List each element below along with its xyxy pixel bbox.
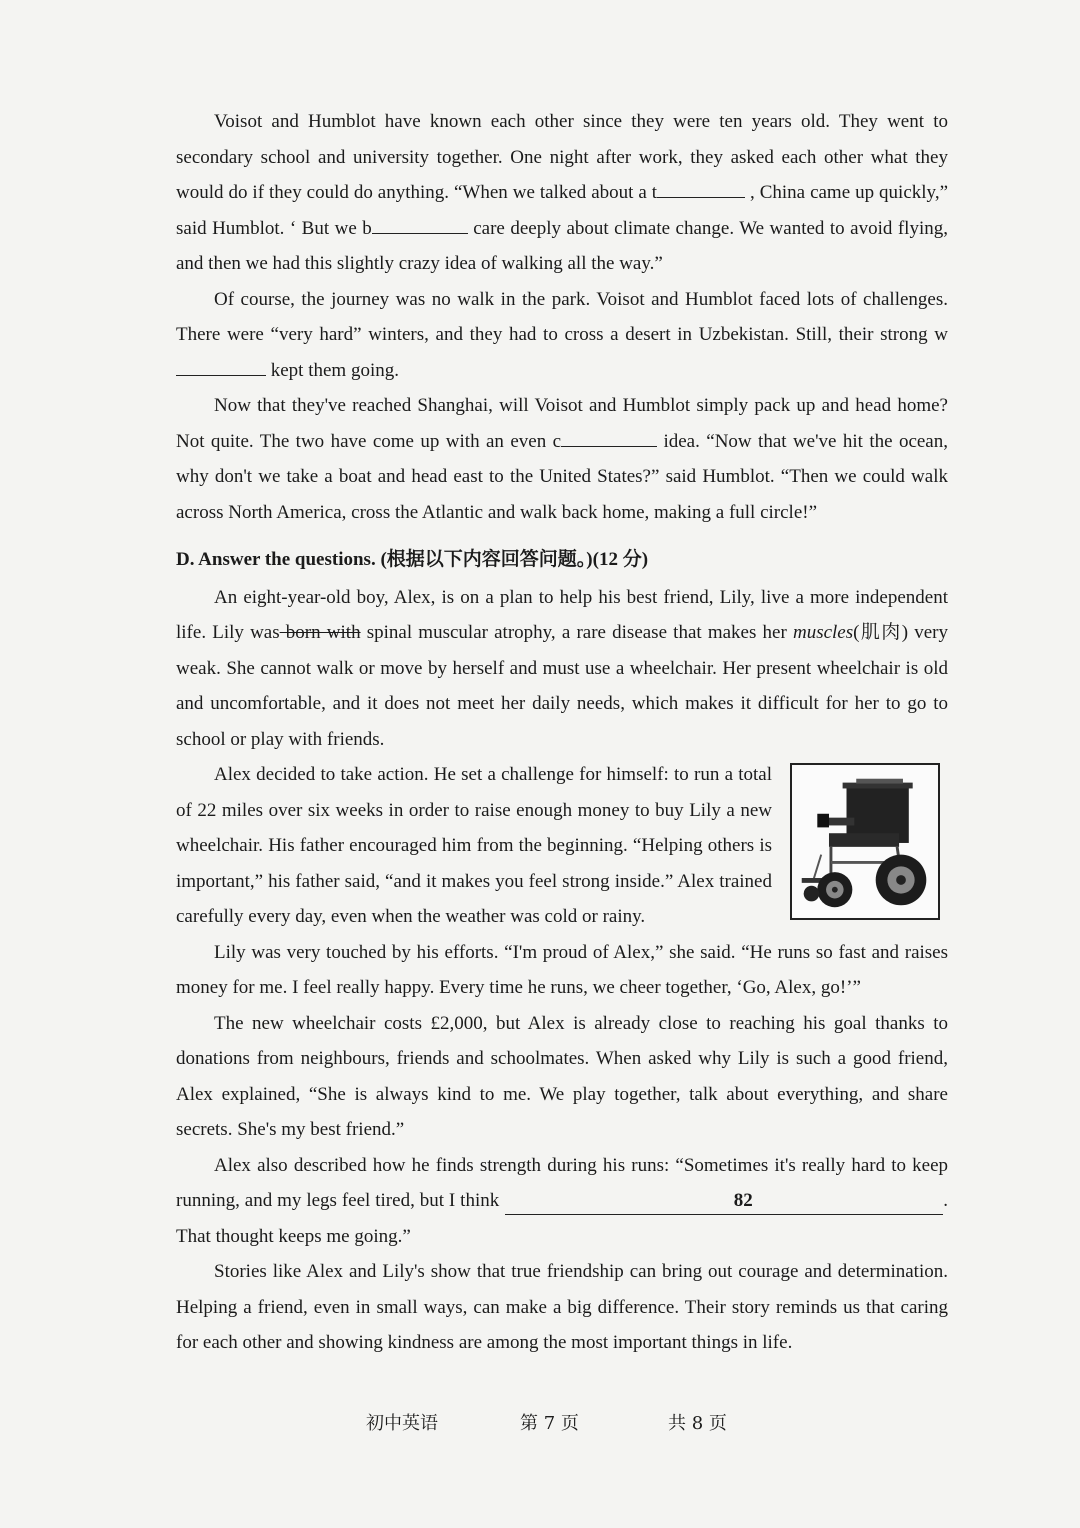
text: Of course, the journey was no walk in the park. Voisot and Humblot faced lots of challenges. There were “very hard” winters, and they had to cross a desert in Uzbekistan. Still, their strong w — [176, 288, 948, 345]
blank-2[interactable] — [372, 213, 468, 234]
text: Alex also described how he finds strength during his runs: “Sometimes it's really hard to keep running, and my legs feel tired, but I think — [176, 1154, 948, 1211]
text: An eight-year-old boy, Alex, is on a plan to help his best friend, Lily, live a more independent life. Lily was — [176, 586, 948, 643]
chinese-gloss: (肌肉) — [853, 622, 909, 643]
text: , China came up quickly,” said Humblot. ‘ But we b — [176, 182, 948, 239]
section-d-title — [176, 542, 948, 578]
wheelchair-icon — [792, 765, 938, 918]
passage-c-paragraph-3 — [176, 388, 948, 530]
passage-d-paragraph-6: Stories like Alex and Lily's show that true friendship can bring out courage and determination. Helping a friend, even in small ways, can make a big difference. Their story reminds us that caring for each other and showing kindness are among the most important things in life. — [176, 1261, 948, 1353]
text: . That thought keeps me going.” — [176, 1190, 948, 1247]
question-number: 82 — [733, 1190, 753, 1211]
text: very weak. She cannot walk or move by herself and must use a wheelchair. Her present wheelchair is old and uncomfortable, and it does not meet her daily needs, which makes it difficult for her to go to school or play with friends. — [176, 622, 948, 750]
passage-d-paragraph-5 — [176, 1148, 948, 1255]
exam-page — [176, 104, 948, 1361]
text: spinal muscular atrophy, a rare disease that makes her — [360, 622, 793, 643]
passage-d-paragraph-4: The new wheelchair costs £2,000, but Alex is already close to reaching his goal thanks to donations from neighbours, friends and schoolmates. When asked why Lily is such a good friend, Alex explained, “She is always kind to me. We play together, talk about everything, and share secrets. She's my best friend.” — [176, 1012, 948, 1140]
footer-total-pages: 共 8 页 — [668, 1413, 727, 1434]
footer-page-number: 第 7 页 — [520, 1413, 579, 1434]
passage-d-paragraph-2: Alex decided to take action. He set a challenge for himself: to run a total of 22 miles over six weeks in order to raise enough money to buy Lily a new wheelchair. His father encouraged him from the beginning. “Helping others is important,” his father said, “and it makes you feel strong inside.” Alex trained carefully every day, even when the weather was cold or rainy. — [176, 764, 772, 927]
section-title-en: D. Answer the questions. — [176, 549, 376, 570]
section-title-cn: (根据以下内容回答问题。) — [375, 549, 593, 570]
passage-c-paragraph-2 — [176, 282, 948, 389]
answer-line-82[interactable] — [505, 1188, 943, 1215]
section-score: (12 分) — [592, 549, 649, 570]
text: Voisot and Humblot have known each other since they were ten years old. They went to secondary school and university together. One night after work, they asked each other what they would do if they could do anything. “When we talked about a t — [176, 111, 948, 203]
passage-c-paragraph-1 — [176, 104, 948, 282]
text: kept them going. — [266, 359, 399, 381]
passage-d-paragraph-1 — [176, 580, 948, 758]
wheelchair-illustration — [790, 763, 940, 920]
text: care deeply about climate change. We wanted to avoid flying, and then we had this slightly crazy idea of walking all the way.” — [176, 217, 948, 274]
text: Now that they've reached Shanghai, will Voisot and Humblot simply pack up and head home? Not quite. The two have come up with an even c — [176, 395, 948, 452]
passage-d-paragraph-3: Lily was very touched by his efforts. “I'm proud of Alex,” she said. “He runs so fast and raises money for me. I feel really happy. Every time he runs, we cheer together, ‘Go, Alex, go!’” — [176, 941, 948, 998]
blank-3[interactable] — [176, 355, 266, 376]
blank-1[interactable] — [657, 177, 745, 198]
footer-subject: 初中英语 — [366, 1413, 438, 1434]
blank-4[interactable] — [561, 426, 657, 447]
italic-word: muscles — [792, 622, 854, 643]
struck-text: born with — [279, 622, 361, 643]
text: idea. “Now that we've hit the ocean, why don't we take a boat and head east to the United States?” said Humblot. “Then we could walk across North America, cross the Atlantic and walk back home, making a full circle!” — [176, 430, 948, 523]
